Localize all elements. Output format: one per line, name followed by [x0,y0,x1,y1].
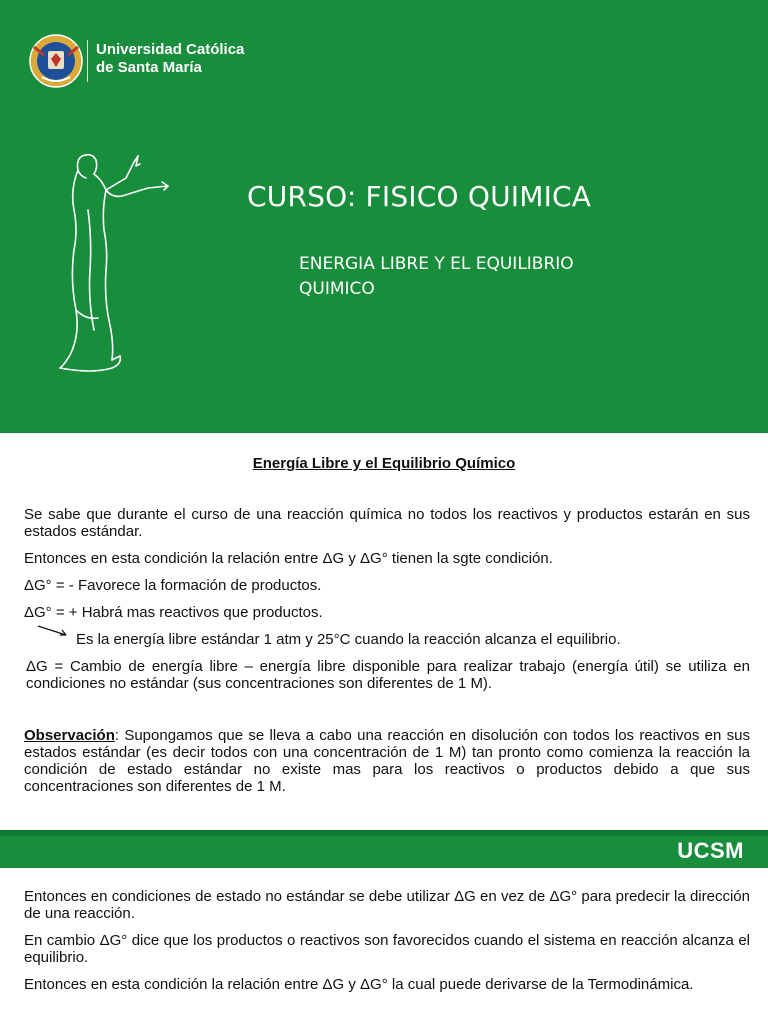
paragraph-non-standard: Entonces en condiciones de estado no estándar se debe utilizar ΔG en vez de ΔG° para predecir la dirección de una reacción. [24,888,750,922]
arrow-icon [36,624,70,638]
next-slide [0,868,768,1024]
university-name-line1: Universidad Católica [96,41,245,58]
paragraph-relation: Entonces en esta condición la relación entre ΔG y ΔG° tienen la sgte condición. [24,550,553,567]
paragraph-negative-dg: ΔG° = - Favorece la formación de productos. [24,577,322,594]
paragraph-standard-energy: Es la energía libre estándar 1 atm y 25°C cuando la reacción alcanza el equilibrio. [76,631,621,648]
course-title: CURSO: FISICO QUIMICA [247,180,592,213]
course-subtitle [299,252,639,302]
paragraph-positive-dg: ΔG° = + Habrá mas reactivos que productos. [24,604,323,621]
footer-band [0,830,768,868]
paragraph-observation [24,727,750,795]
paragraph-delta-g: ΔG = Cambio de energía libre – energía libre disponible para realizar trabajo (energía útil) se utiliza en condiciones no estándar (sus concentraciones son diferentes de 1 M). [26,658,750,692]
paragraph-thermodynamics: Entonces en esta condición la relación entre ΔG y ΔG° la cual puede derivarse de la Termodinámica. [24,976,694,993]
virgin-statue-icon [52,150,182,375]
ucsm-brand: UCSM [677,838,744,863]
paragraph-standard-favored: En cambio ΔG° dice que los productos o reactivos son favorecidos cuando el sistema en reacción alcanza el equilibrio. [24,932,750,966]
observation-text: : Supongamos que se lleva a cabo una reacción en disolución con todos los reactivos en sus estados estándar (es decir todos con una concentración de 1 M) tan pronto como comienza la reacción la condición de estado estándar no existe mas para los reactivos o productos debido a que sus concentraciones son diferentes de 1 M. [24,727,750,795]
title-slide [0,0,768,433]
course-subtitle-line1: ENERGIA LIBRE Y EL EQUILIBRIO [299,254,574,274]
content-slide [0,433,768,830]
logo-divider [87,40,88,82]
paragraph-intro: Se sabe que durante el curso de una reacción química no todos los reactivos y productos estarán en sus estados estándar. [24,506,750,540]
university-seal-icon [28,33,84,89]
section-heading: Energía Libre y el Equilibrio Químico [252,455,516,472]
course-subtitle-line2: QUIMICO [299,279,375,299]
university-name [96,41,244,77]
observation-label: Observación [24,727,115,744]
university-name-line2: de Santa María [96,59,202,76]
